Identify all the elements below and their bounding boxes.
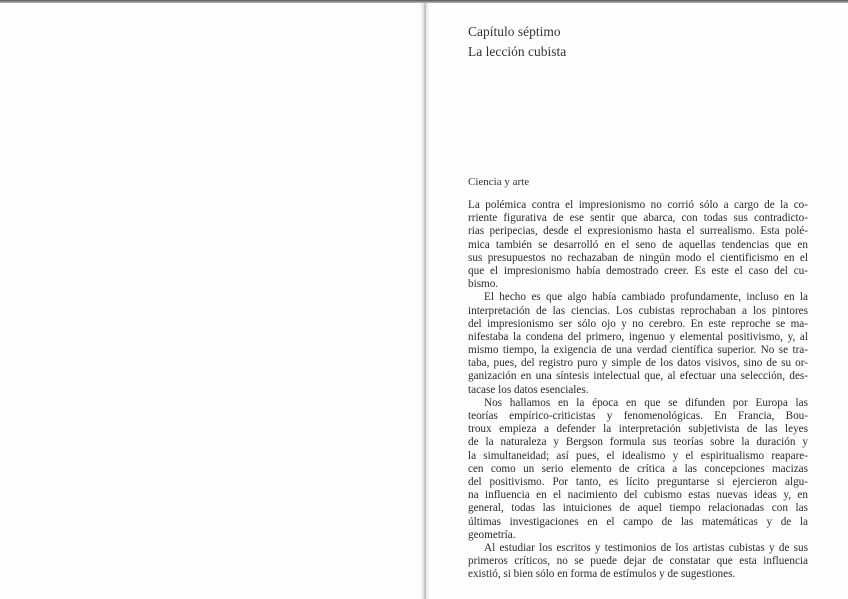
text-line: teorías empírico-criticistas y fenomenológicas. En Francia, Bou- [468,410,808,422]
text-line: primeros críticos, no se puede dejar de constatar que esta influencia [468,555,808,568]
paragraph [468,397,808,542]
section-heading: Ciencia y arte [468,176,530,188]
text-line: na influencia en el nacimiento del cubismo estas nuevas ideas y, en [468,489,808,502]
text-line: rias peripecias, desde el expresionismo hasta el surrealismo. Esta polé- [468,225,808,238]
text-line: tacase los datos esenciales. [468,383,589,396]
text-line: la simultaneidad; así pues, el idealismo y el espiritualismo reapare- [468,449,808,462]
text-line: existió, si bien sólo en forma de estímulos y de sugestiones. [468,568,736,581]
text-line: troux empieza a defender la interpretación subjetivista de las leyes [468,423,808,436]
text-line: últimas investigaciones en el campo de las matemáticas y de la [468,515,808,528]
text-line: bismo. [468,278,499,291]
left-page-blank [0,3,424,599]
text-line: El hecho es que algo había cambiado profundamente, incluso en la [484,291,808,304]
text-line: mica también se desarrolló en el seno de aquellas tendencias que en [468,238,808,251]
text-line: Nos hallamos en la época en que se difunden por Europa las [484,396,808,409]
text-line: ganización en una síntesis intelectual que, al efectuar una selección, des- [468,370,808,383]
text-line: interpretación de las ciencias. Los cubistas reprochaban a los pintores [468,304,808,317]
text-line: que el impresionismo había demostrado creer. Es este el caso del cu- [468,264,808,277]
paragraph [468,199,808,291]
text-line: cen como un serio elemento de crítica a las concepciones macizas [468,462,808,475]
chapter-title: La lección cubista [468,44,567,59]
text-line: geometría. [468,528,516,541]
paragraph [468,542,808,582]
text-line: nifestaba la condena del primero, ingenuo y elemental positivismo, y, al [468,330,808,343]
text-line: Al estudiar los escritos y testimonios de los artistas cubistas y de sus [484,541,808,554]
text-line: sus presupuestos no rechazaban de ningún modo el cientificismo en el [468,251,808,264]
text-line: del positivismo. Por tanto, es lícito preguntarse si ejercieron algu- [468,475,808,488]
body-text [468,199,808,581]
book-gutter [420,3,430,599]
text-line: mismo tiempo, la exigencia de una verdad científica superior. No se tra- [468,344,808,357]
paragraph [468,291,808,397]
text-line: general, todas las intuiciones de aquel tiempo relacionadas con las [468,502,808,515]
text-line: de la naturaleza y Bergson formula sus teorías sobre la duración y [468,436,808,449]
text-line: taba, pues, del registro puro y simple de los datos visivos, sino de su or- [468,357,808,370]
chapter-header [468,22,566,62]
text-line: La polémica contra el impresionismo no corrió sólo a cargo de la co- [468,199,808,211]
chapter-number: Capítulo séptimo [468,24,561,39]
text-line: del impresionismo ser sólo ojo y no cerebro. En este reproche se ma- [468,317,808,330]
text-line: rriente figurativa de ese sentir que abarca, con todas sus contradicto- [468,212,808,225]
